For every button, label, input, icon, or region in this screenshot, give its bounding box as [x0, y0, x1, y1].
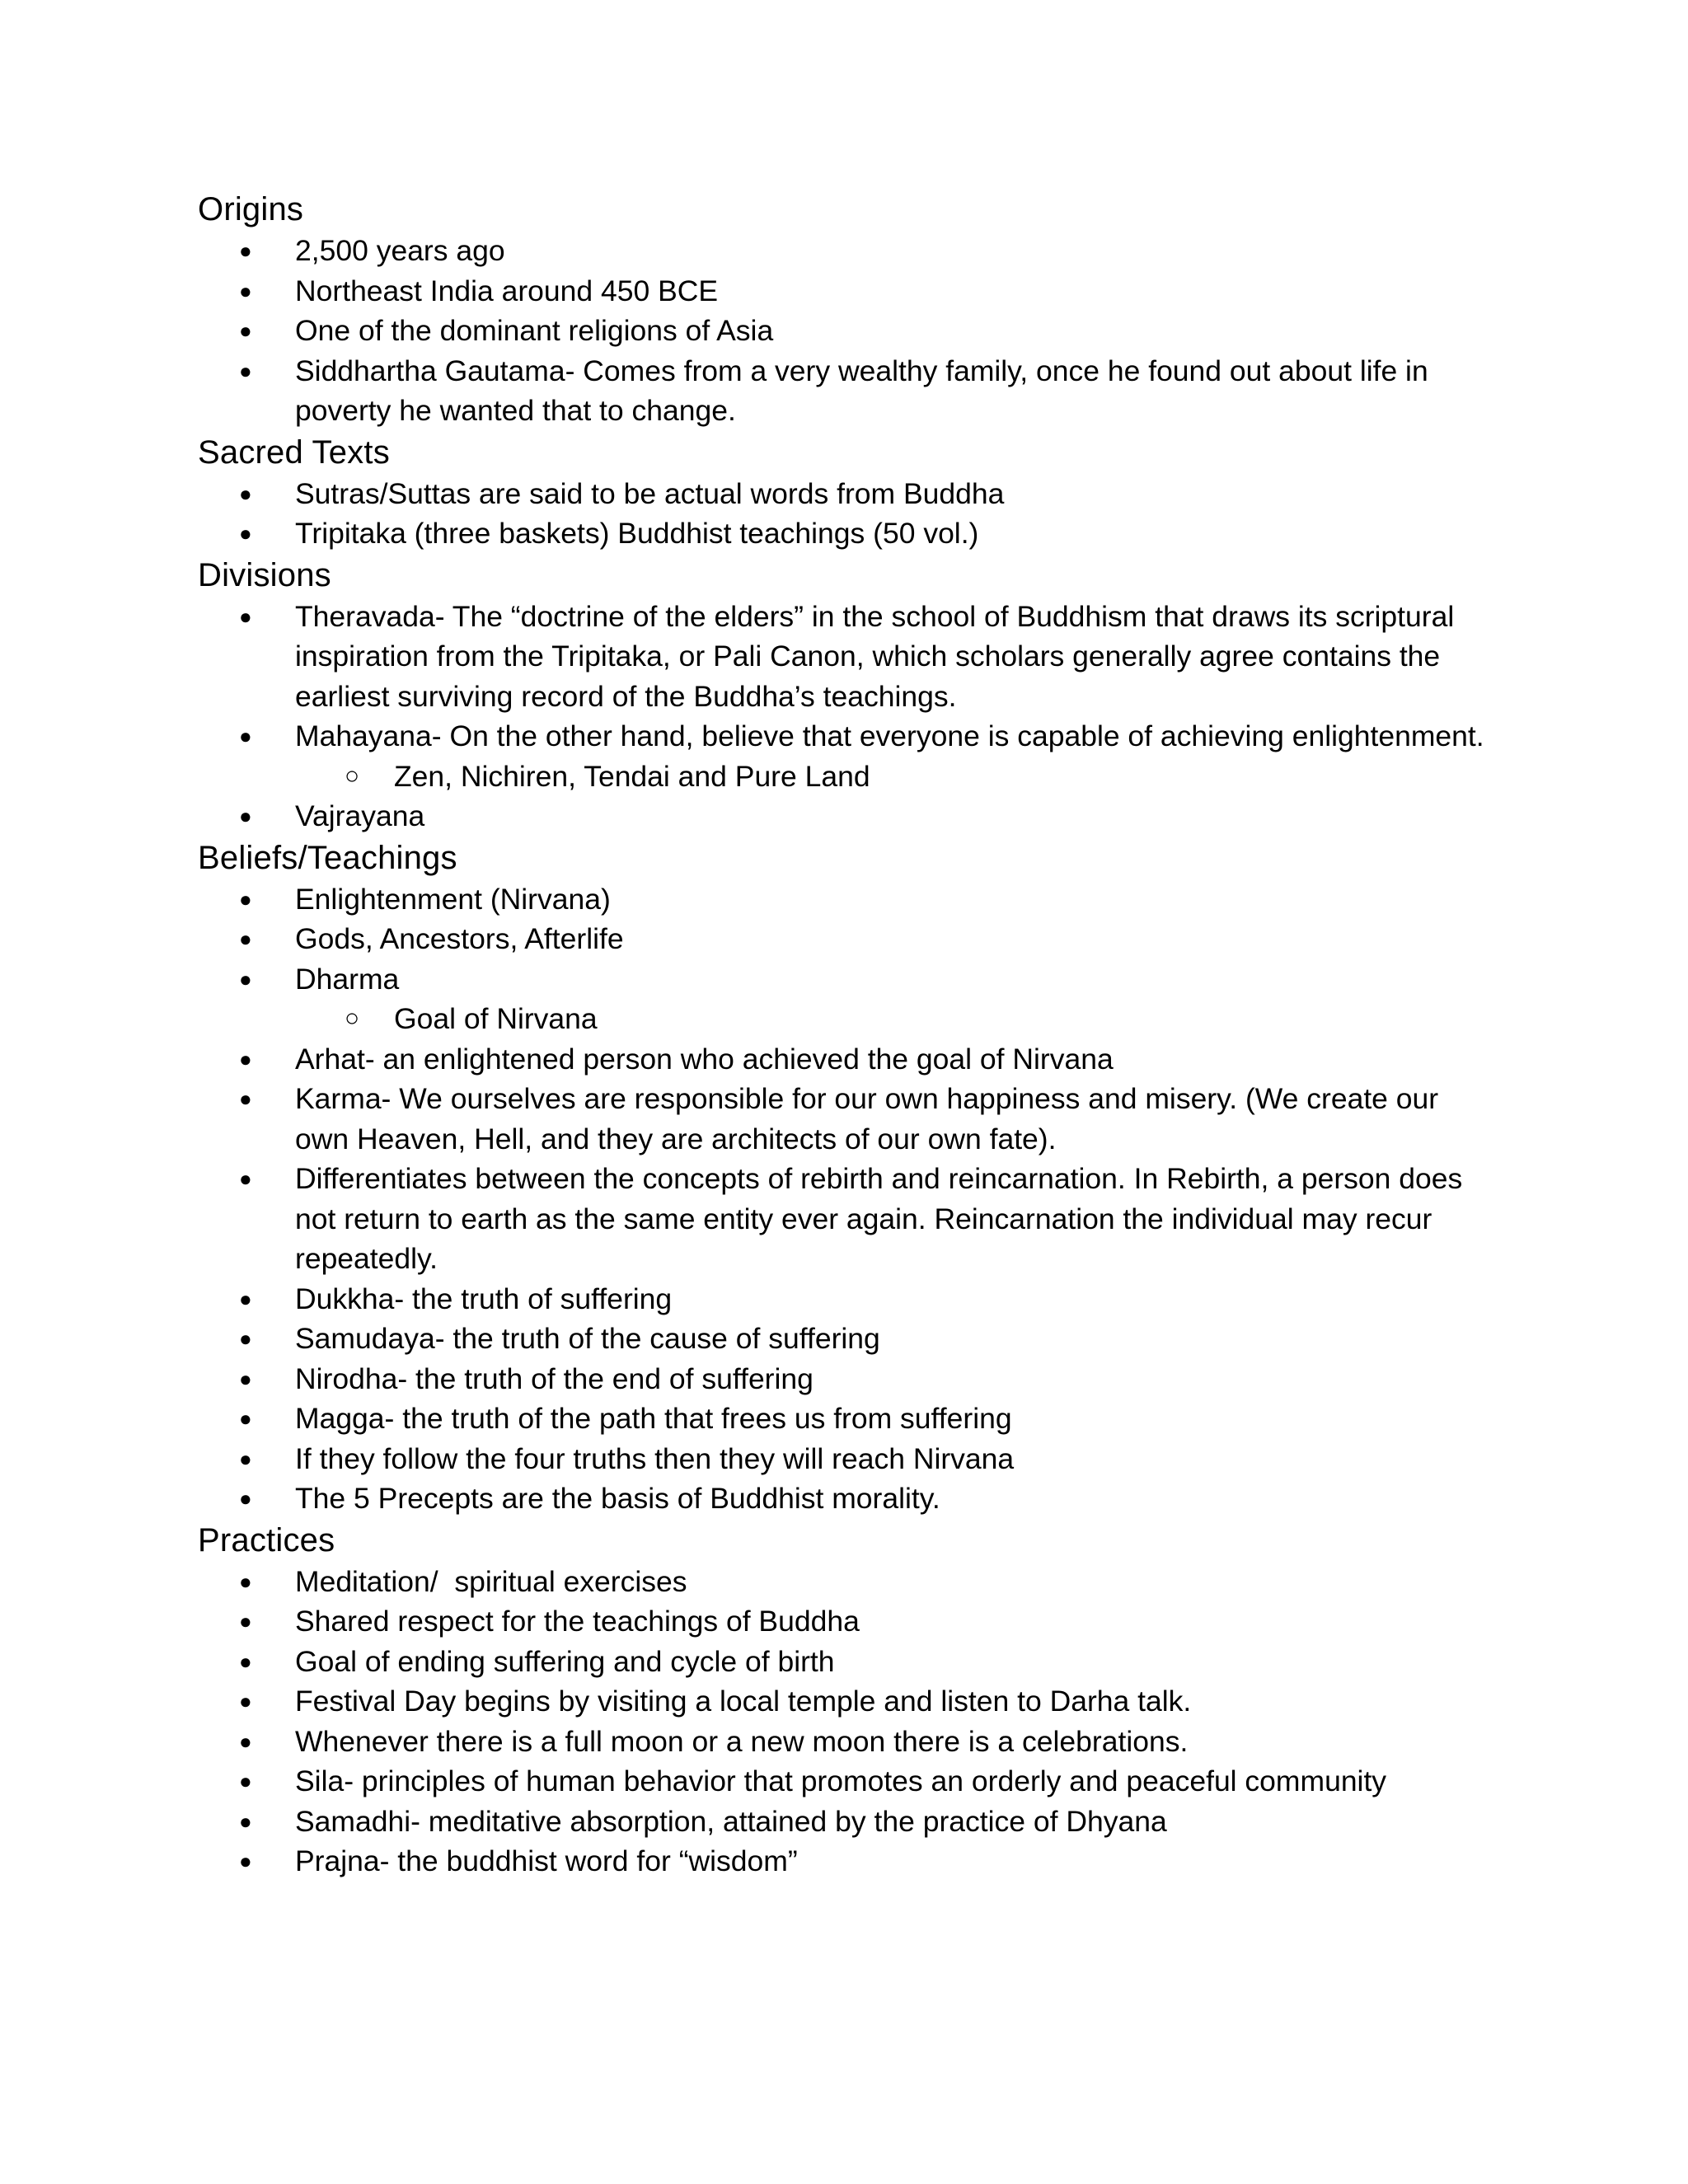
bullet-icon: ●: [239, 278, 252, 303]
list-item: ● Dukkha- the truth of suffering: [0, 1279, 1688, 1319]
list-item: ● Theravada- The “doctrine of the elders” in the school of Buddhism that draws its scriptural inspiration from the Tripitaka, or Pali Canon, which scholars generally agree contains the earliest surviving record of the Buddha’s teachings.: [0, 597, 1688, 717]
list-item: ● Karma- We ourselves are responsible for our own happiness and misery. (We create our own Heaven, Hell, and they are architects of our own fate).: [0, 1079, 1688, 1159]
list-item: ● Prajna- the buddhist word for “wisdom”: [0, 1841, 1688, 1882]
list-item: ● Shared respect for the teachings of Buddha: [0, 1601, 1688, 1642]
bullet-icon: ●: [239, 1849, 252, 1873]
list-item: ● Differentiates between the concepts of rebirth and reincarnation. In Rebirth, a person does not return to earth as the same entity ever again. Reincarnation the individual may recur repeatedly.: [0, 1159, 1688, 1279]
bullet-icon: ●: [239, 1769, 252, 1793]
bullet-icon: ●: [239, 480, 252, 506]
list-item: ● Festival Day begins by visiting a local temple and listen to Darha talk.: [0, 1681, 1688, 1722]
bullet-icon: ●: [239, 1728, 252, 1754]
list-item: ● Meditation/ spiritual exercises: [0, 1562, 1688, 1602]
list-item: ● Nirodha- the truth of the end of suffering: [0, 1359, 1688, 1399]
section-heading: Beliefs/Teachings: [198, 839, 457, 876]
list-item: ● Goal of ending suffering and cycle of birth: [0, 1642, 1688, 1682]
bullet-icon: ●: [239, 358, 252, 383]
bullet-icon: ●: [239, 1366, 252, 1391]
list-item: ● Sila- principles of human behavior that promotes an orderly and peaceful community: [0, 1761, 1688, 1802]
list-item: ● Enlightenment (Nirvana): [0, 879, 1688, 920]
bullet-icon: ●: [239, 1689, 252, 1713]
sub-list-item: ○ Goal of Nirvana: [0, 999, 1688, 1039]
section-heading: Practices: [198, 1521, 335, 1558]
bullet-list: [0, 1562, 1688, 1882]
bullet-icon: ●: [239, 1046, 252, 1071]
bullet-icon: ●: [239, 603, 252, 629]
list-item: ● Samudaya- the truth of the cause of suffering: [0, 1319, 1688, 1359]
list-item: ● 2,500 years ago: [0, 231, 1688, 271]
bullet-icon: ●: [239, 804, 252, 828]
bullet-list: [0, 231, 1688, 431]
bullet-icon: ●: [239, 1166, 252, 1191]
section-beliefs-teachings: [0, 837, 1688, 1519]
section-origins: [0, 188, 1688, 431]
bullet-icon: ●: [239, 886, 252, 912]
hollow-bullet-icon: ○: [345, 1005, 360, 1032]
list-item: ● Vajrayana: [0, 796, 1688, 837]
list-item: ● If they follow the four truths then they will reach Nirvana: [0, 1439, 1688, 1479]
section-heading: Divisions: [198, 556, 331, 593]
list-item: ● The 5 Precepts are the basis of Buddhist morality.: [0, 1479, 1688, 1519]
bullet-icon: ●: [239, 1568, 252, 1594]
list-item: ● Whenever there is a full moon or a new moon there is a celebrations.: [0, 1722, 1688, 1762]
bullet-list: [0, 1039, 1688, 1519]
list-item: ● Sutras/Suttas are said to be actual words from Buddha: [0, 474, 1688, 514]
bullet-icon: ●: [239, 521, 252, 546]
list-item: ● Magga- the truth of the path that frees us from suffering: [0, 1399, 1688, 1439]
bullet-icon: ●: [239, 318, 252, 343]
list-item: ● Mahayana- On the other hand, believe that everyone is capable of achieving enlightenment.: [0, 716, 1688, 757]
list-item: ● Samadhi- meditative absorption, attained by the practice of Dhyana: [0, 1802, 1688, 1842]
bullet-icon: ●: [239, 1446, 252, 1471]
bullet-list: [0, 474, 1688, 554]
sub-bullet-list: [0, 757, 1688, 797]
list-item: ● Siddhartha Gautama- Comes from a very wealthy family, once he found out about life in poverty he wanted that to change.: [0, 351, 1688, 431]
bullet-icon: ●: [239, 1609, 252, 1633]
bullet-list: [0, 597, 1688, 757]
bullet-list: [0, 879, 1688, 1000]
list-item: ● Gods, Ancestors, Afterlife: [0, 919, 1688, 959]
list-item: ● Northeast India around 450 BCE: [0, 271, 1688, 312]
section-heading: Sacred Texts: [198, 434, 390, 471]
section-heading: Origins: [198, 191, 304, 227]
bullet-list: [0, 796, 1688, 837]
sub-list-item: ○ Zen, Nichiren, Tendai and Pure Land: [0, 757, 1688, 797]
bullet-icon: ●: [239, 1286, 252, 1311]
section-sacred-texts: [0, 431, 1688, 554]
list-item: ● Tripitaka (three baskets) Buddhist teachings (50 vol.): [0, 513, 1688, 554]
bullet-icon: ●: [239, 724, 252, 748]
bullet-icon: ●: [239, 238, 252, 263]
bullet-icon: ●: [239, 1808, 252, 1834]
sub-bullet-list: [0, 999, 1688, 1039]
bullet-icon: ●: [239, 1648, 252, 1674]
bullet-icon: ●: [239, 1486, 252, 1511]
section-divisions: [0, 554, 1688, 837]
hollow-bullet-icon: ○: [345, 762, 360, 790]
bullet-icon: ●: [239, 926, 252, 951]
list-item: ● One of the dominant religions of Asia: [0, 311, 1688, 351]
list-item: ● Dharma: [0, 959, 1688, 1000]
bullet-icon: ●: [239, 1086, 252, 1111]
list-item: ● Arhat- an enlightened person who achieved the goal of Nirvana: [0, 1039, 1688, 1080]
bullet-icon: ●: [239, 1326, 252, 1351]
bullet-icon: ●: [239, 966, 252, 991]
section-practices: [0, 1519, 1688, 1882]
bullet-icon: ●: [239, 1406, 252, 1431]
document-page: [0, 188, 1688, 1882]
